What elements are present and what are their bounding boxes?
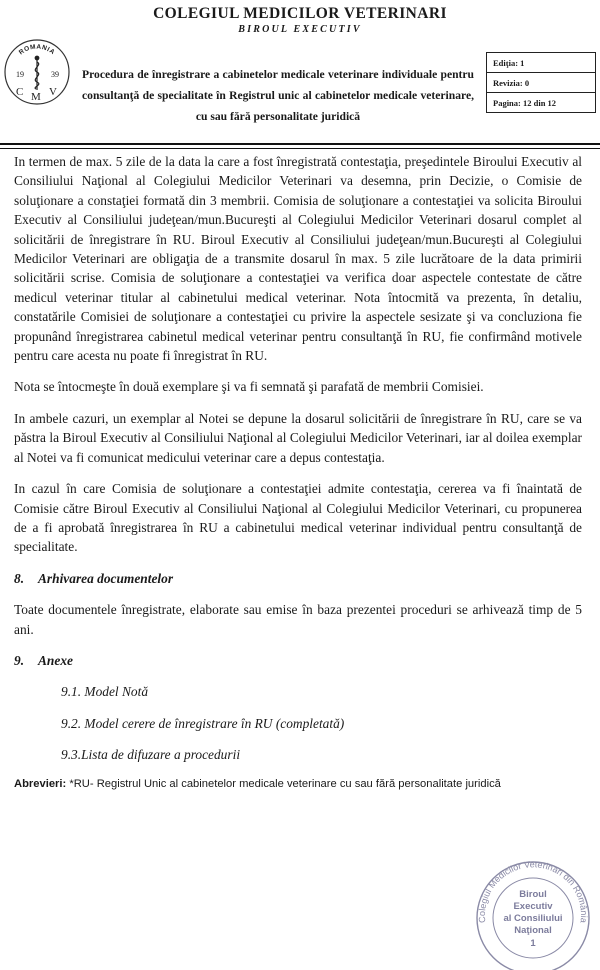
- annex-item: 9.3.Lista de difuzare a procedurii: [61, 747, 241, 763]
- organization-name: COLEGIUL MEDICILOR VETERINARI: [153, 5, 447, 22]
- stamp-line: 1: [530, 938, 536, 949]
- section-title: Arhivarea documentelor: [38, 570, 174, 586]
- section-heading-archiving: [14, 569, 582, 588]
- organization-subtitle: BIROUL EXECUTIV: [238, 24, 362, 35]
- paragraph-archiving: Toate documentele înregistrate, elaborate sau emise în baza prezentei proceduri se arhivează timp de 5 ani.: [14, 602, 582, 637]
- logo-year-right: 39: [51, 70, 59, 79]
- abbreviations: [14, 775, 582, 794]
- abbreviations-label: Abrevieri:: [14, 777, 67, 790]
- document-body: [14, 152, 582, 794]
- annex-item: 9.1. Model Notă: [61, 684, 149, 700]
- paragraph-contest-procedure: In termen de max. 5 zile de la data la care a fost înregistrată contestaţia, preşedintele Biroului Executiv al Consiliului Naţional al Colegiului Medicilor Veterinari va desemna, prin Decizie, o Comisie de soluţionare a constaţiei formată din 3 membrii. Comisia de soluţionare a contestaţiei va solicita Biroului Executiv al Consiliului judeţean/mun.Bucureşti al Colegiului Medicilor Veterinari dosarul complet al solicitării de înregistrare în RU. Biroul Executiv al Consiliului judeţean/mun.Bucureşti al Colegiului Medicilor Veterinari are obligaţia de a transmite dosarul în max. 5 zile lucrătoare de la data primirii solicitării scrise. Comisia de soluţionare a contestaţiei va verifica doar aspectele contestate de către medicul veterinar titular al cabinetului medical veterinar. Nota întocmită va prezenta, în detaliu, constatările Comisiei de soluţionare a contestaţiei cu privire la aspectele sesizate şi va concluziona fie propunând înregistrarea cabinetul medical veterinar pentru consultanţă în RU, fie confirmând motivele pentru care acesta nu poate fi înregistrat în RU.: [14, 154, 582, 364]
- logo-year-left: 19: [16, 70, 24, 79]
- svg-text:ROMANIA: [18, 43, 56, 56]
- document-meta-box: [486, 52, 596, 113]
- section-title: Anexe: [38, 652, 73, 668]
- header-divider-thin: [0, 148, 600, 149]
- caduceus-icon: [35, 56, 39, 90]
- header-divider-thick: [0, 143, 600, 145]
- procedure-title: Procedura de înregistrare a cabinetelor medicale veterinare individuale pentru consultanţă de specialitate în Registrul unic al cabinetelor medicale veterinare, cu sau fără personalitate juridică: [82, 68, 474, 123]
- stamp-line: Biroul: [519, 889, 547, 900]
- paragraph-both-cases: In ambele cazuri, un exemplar al Notei se depune la dosarul solicitării de înregistrare în RU, care se va păstra la Biroul Executiv al Consiliului Naţional al Colegiului Medicilor Veterinari, iar al doilea exemplar al Notei va fi comunicat medicului veterinar care a depus contestaţia.: [14, 410, 582, 465]
- section-number: 8.: [14, 570, 25, 586]
- cmv-logo: [2, 36, 72, 106]
- page-label: Pagina: 12 din 12: [487, 93, 596, 113]
- paragraph-contest-admitted: In cazul în care Comisia de soluţionare a contestaţiei admite contestaţia, cererea va fi înaintată de Comisie către Biroul Executiv al Consiliului Naţional al Colegiului Medicilor Veterinari, cu propunerea de a fi aprobată înregistrarea în RU a cabinetului medical veterinar individual pentru consultanţă de specialitate.: [14, 481, 582, 555]
- logo-letter-v: V: [49, 86, 57, 98]
- revision-label: Revizia: 0: [487, 73, 596, 93]
- official-stamp: [472, 858, 594, 970]
- paragraph-note-copies: Nota se întocmeşte în două exemplare şi va fi semnată şi parafată de membrii Comisiei.: [14, 379, 484, 395]
- stamp-line: al Consiliului: [503, 913, 563, 924]
- section-number: 9.: [14, 652, 25, 668]
- stamp-ring-text: Colegiul Medicilor Veterinari din România: [476, 859, 590, 924]
- logo-letter-m: M: [31, 91, 41, 103]
- logo-letter-c: C: [16, 86, 24, 98]
- annex-item: 9.2. Model cerere de înregistrare în RU (completată): [61, 715, 345, 731]
- section-heading-annexes: [14, 651, 582, 670]
- stamp-line: Executiv: [513, 901, 553, 912]
- stamp-line: Naţional: [514, 925, 552, 936]
- abbreviations-text: *RU- Registrul Unic al cabinetelor medicale veterinare cu sau fără personalitate juridică: [69, 777, 501, 790]
- logo-top-text: ROMANIA: [17, 43, 57, 57]
- edition-label: Ediţia: 1: [487, 53, 596, 73]
